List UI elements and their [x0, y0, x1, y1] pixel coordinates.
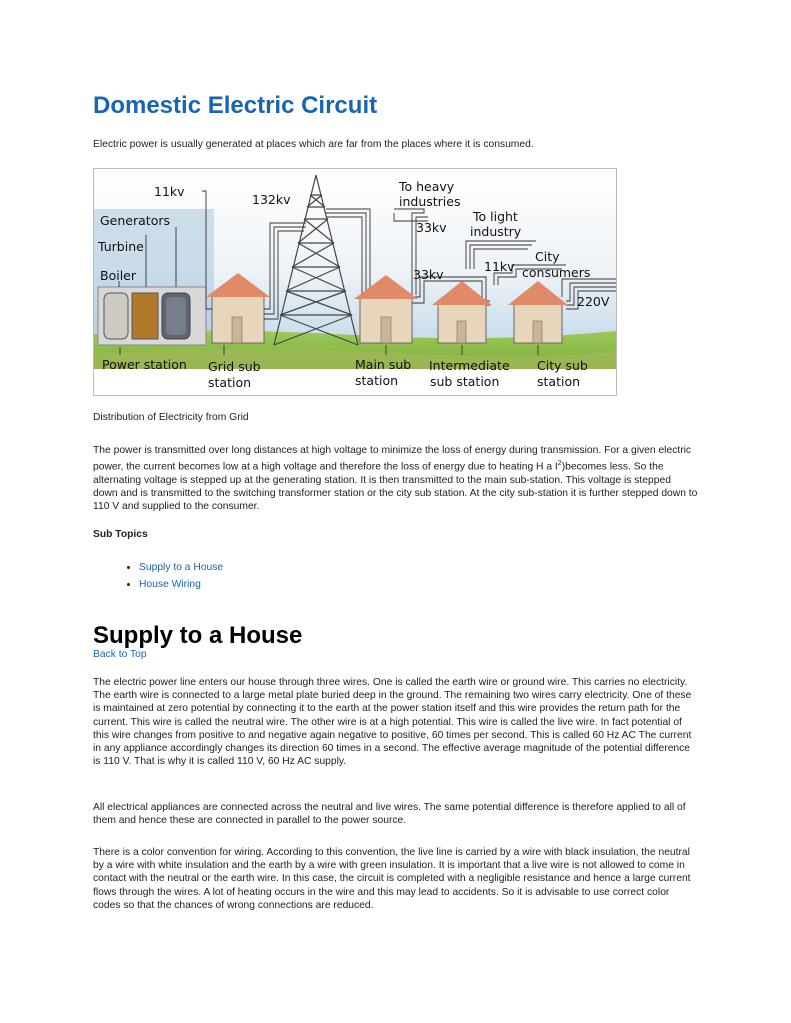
- back-to-top-link[interactable]: Back to Top: [93, 649, 147, 660]
- label-city: City: [535, 249, 560, 264]
- label-to-heavy: To heavy: [399, 179, 455, 194]
- label-intermediate-sub-station: sub station: [430, 374, 500, 389]
- label-grid-sub: Grid sub: [208, 359, 261, 374]
- label-132kv: 132kv: [252, 192, 291, 207]
- label-grid-station: station: [208, 375, 252, 390]
- label-to-light: To light: [473, 209, 518, 224]
- label-11kv-b: 11kv: [484, 259, 515, 274]
- superscript-2: 2: [557, 460, 562, 468]
- power-station-icon: [98, 287, 206, 345]
- subtopic-item: [139, 577, 223, 594]
- label-boiler: Boiler: [100, 268, 136, 283]
- label-consumers: consumers: [522, 265, 591, 280]
- label-turbine: Turbine: [98, 239, 144, 254]
- intro-paragraph: Electric power is usually generated at places which are far from the places where it is consumed.: [93, 139, 534, 150]
- label-power-station: Power station: [102, 357, 187, 372]
- label-industry: industry: [470, 224, 522, 239]
- label-11kv-top: 11kv: [154, 184, 185, 199]
- transmission-text-a: The power is transmitted over long distances at high voltage to minimize the loss of energy during transmission. For a given electric power, the current becomes low at a high voltage and therefore the loss of energy due to heating H a I: [93, 445, 692, 473]
- page-title: Domestic Electric Circuit: [93, 92, 378, 119]
- label-city-sub: City sub: [537, 358, 588, 373]
- label-220v: 220V: [577, 294, 610, 309]
- subtopic-item: [139, 560, 223, 577]
- subtopics-list: [121, 560, 223, 593]
- supply-paragraph-2: All electrical appliances are connected across the neutral and live wires. The same potential difference is therefore applied to all of them and hence these are connected in parallel to the power source.: [93, 802, 686, 827]
- label-33kv-a: 33kv: [416, 220, 447, 235]
- figure-caption: Distribution of Electricity from Grid: [93, 412, 249, 423]
- subtopic-link-supply[interactable]: Supply to a House: [139, 562, 224, 573]
- subtopics-heading: Sub Topics: [93, 529, 148, 540]
- transmission-paragraph: [93, 444, 698, 513]
- label-main-station: station: [355, 373, 399, 388]
- supply-paragraph-1: The electric power line enters our house through three wires. One is called the earth wire or ground wire. This carries no electricity. The earth wire is connected to a large metal plate buried deep in the ground. The remaining two wires carry electricity. One of these is maintained at zero potential by connecting it to the earth at the power station itself and this wire provides the return path for the current. This wire is called the neutral wire. The other wire is at a high potential. This wire is called the live wire. In fact potential of this wire changes from positive to and negative again negative to positive, 60 times per second. This is called 60 Hz AC The current in any appliance accordingly changes its direction 60 times in a second. The effective average magnitude of the potential difference is 110 V. That is why it is called 110 V, 60 Hz AC supply.: [93, 677, 692, 768]
- distribution-diagram-svg: [94, 169, 616, 395]
- section-title: Supply to a House: [93, 622, 303, 649]
- distribution-diagram: [93, 168, 617, 396]
- subtopic-link-wiring[interactable]: House Wiring: [139, 578, 201, 590]
- transmission-text-b: )becomes less. So the alternating voltage is stepped up at the generating station. It is then transmitted to the main sub-station. This voltage is stepped down and is transmitted to the switching transformer station or the city sub station. At the city sub-station it is further stepped down to 110 V and supplied to the consumer.: [93, 461, 698, 513]
- label-main-sub: Main sub: [355, 357, 412, 372]
- label-generators: Generators: [100, 213, 170, 228]
- label-intermediate: Intermediate: [429, 358, 510, 373]
- label-industries: industries: [399, 194, 461, 209]
- label-33kv-b: 33kv: [413, 267, 444, 282]
- supply-paragraph-3: There is a color convention for wiring. According to this convention, the live line is carried by a wire with black insulation, the neutral by a wire with white insulation and the earth by a wire with green insulation. It is important that a live wire is not allowed to come in contact with the neutral or the earth wire. In this case, the circuit is completed with a negligible resistance and hence a large current flows through the wires. A lot of heating occurs in the wire and this may lead to accidents. So it is advisable to use correct color codes so that the chances of wrong connections are reduced.: [93, 847, 691, 911]
- label-city-station: station: [537, 374, 581, 389]
